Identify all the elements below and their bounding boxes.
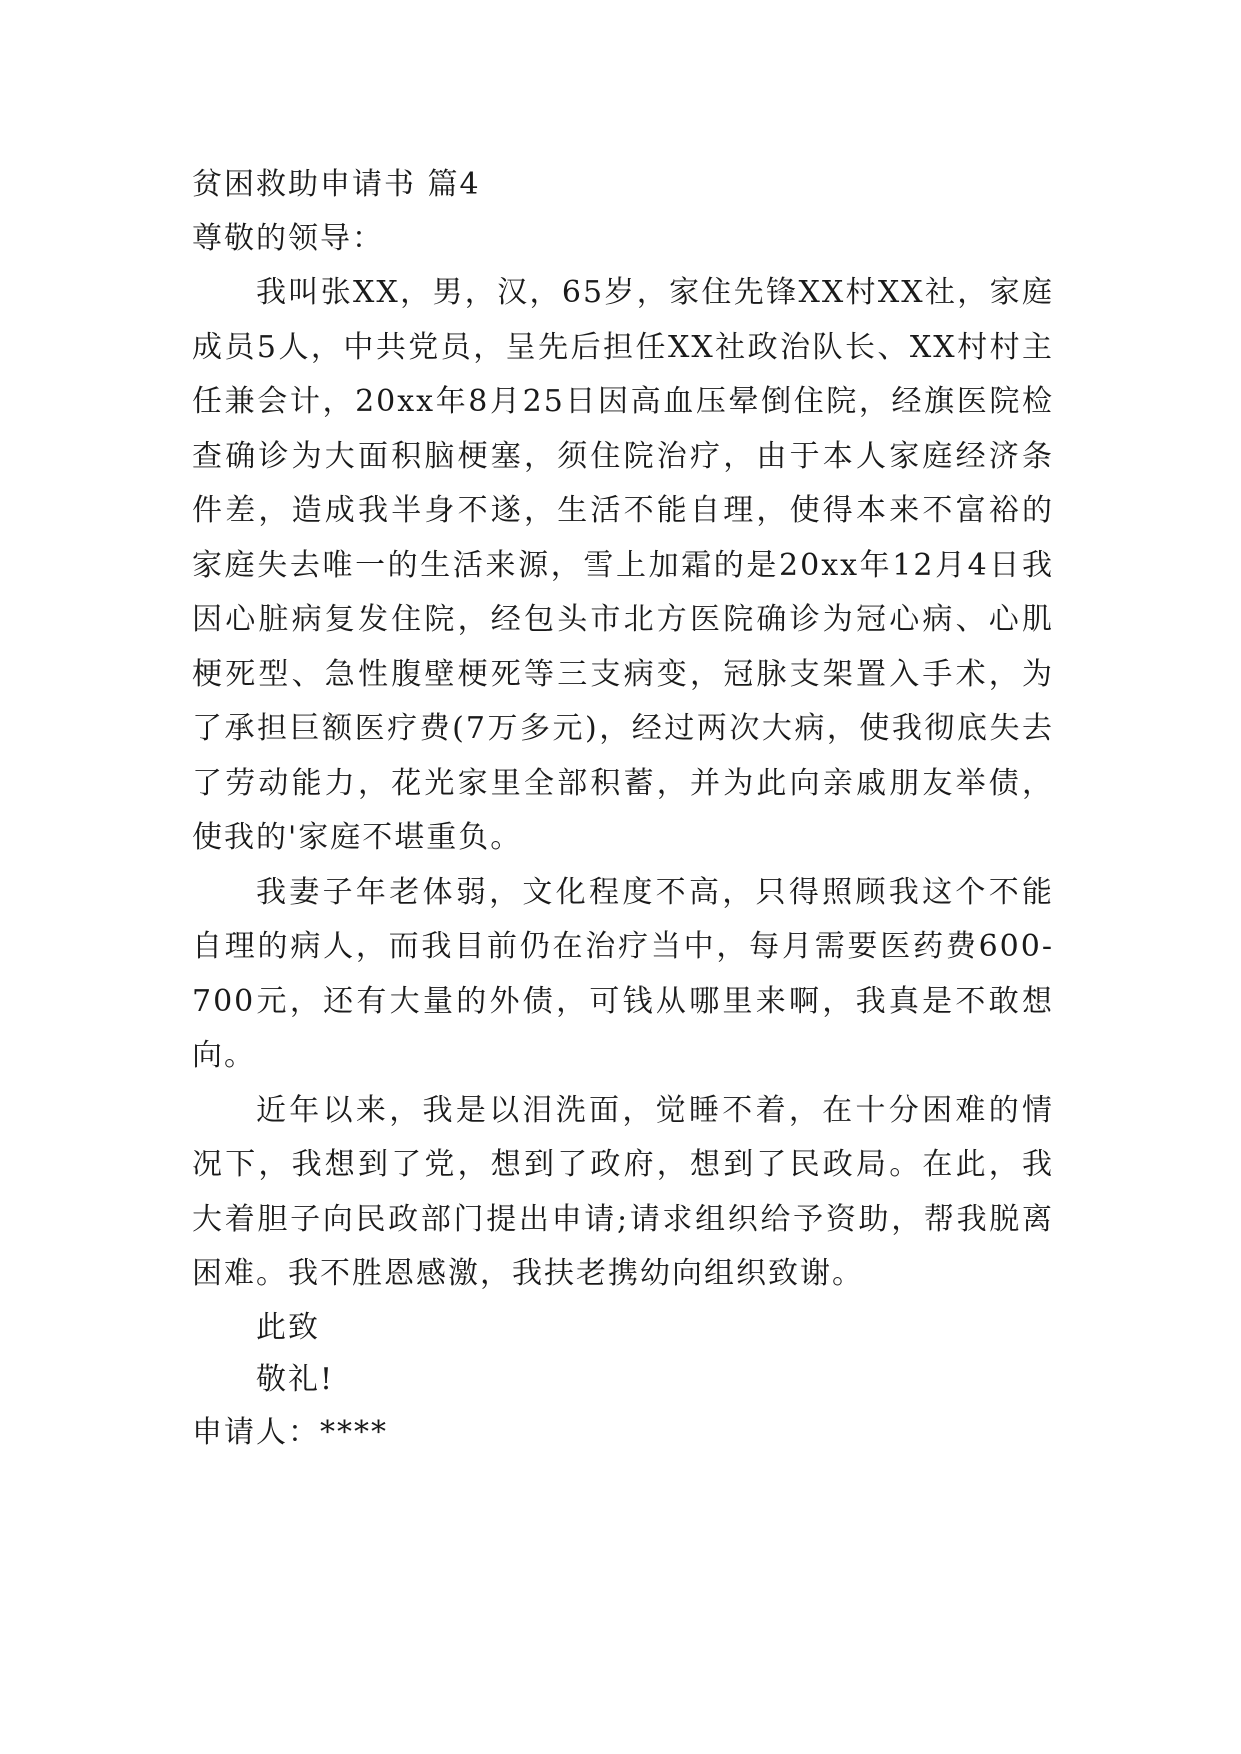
paragraph-3: 近年以来，我是以泪洗面，觉睡不着，在十分困难的情况下，我想到了党，想到了政府，想到了民政局。在此，我大着胆子向民政部门提出申请;请求组织给予资助，帮我脱离困难。我不胜恩感激，我扶老携幼向组织致谢。 [192,1092,1054,1291]
paragraph-2: 我妻子年老体弱，文化程度不高，只得照顾我这个不能自理的病人，而我目前仍在治疗当中，每月需要医药费600-700元，还有大量的外债，可钱从哪里来啊，我真是不敢想向。 [192,874,1054,1073]
salutation: 尊敬的领导： [192,221,384,256]
signature: 申请人：**** [192,1414,388,1450]
closing-line-1: 此致 [256,1309,320,1345]
document-title: 贫困救助申请书 篇4 [192,167,481,202]
document-body [192,158,1054,1460]
closing-line-2: 敬礼! [256,1361,335,1397]
paragraph-1: 我叫张XX，男，汉，65岁，家住先锋XX村XX社，家庭成员5人，中共党员，呈先后担任XX社政治队长、XX村村主任兼会计，20xx年8月25日因高血压晕倒住院，经旗医院检查确诊为大面积脑梗塞，须住院治疗，由于本人家庭经济条件差，造成我半身不遂，生活不能自理，使得本来不富裕的家庭失去唯一的生活来源，雪上加霜的是20xx年12月4日我因心脏病复发住院，经包头市北方医院确诊为冠心病、心肌梗死型、急性腹壁梗死等三支病变，冠脉支架置入手术，为了承担巨额医疗费(7万多元)，经过两次大病，使我彻底失去了劳动能力，花光家里全部积蓄，并为此向亲戚朋友举债，使我的'家庭不堪重负。 [192,275,1054,855]
